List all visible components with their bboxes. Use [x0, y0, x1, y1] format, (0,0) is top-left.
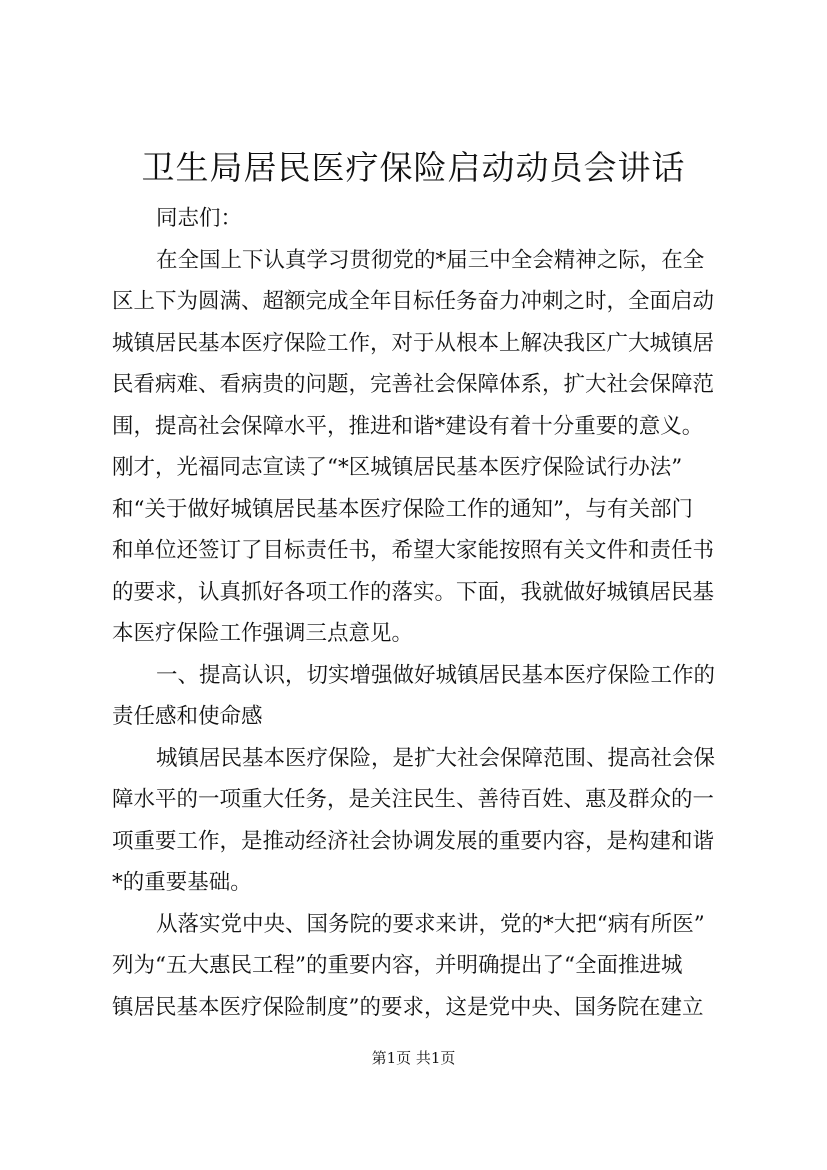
paragraph-salutation [112, 198, 724, 240]
text-line: 和单位还签订了目标责任书，希望大家能按照有关文件和责任书 [112, 538, 715, 563]
text-line: 城镇居民基本医疗保险，是扩大社会保障范围、提高社会保 [156, 745, 716, 771]
text-line: 责任感和使命感 [112, 704, 263, 729]
text-line: 本医疗保险工作强调三点意见。 [112, 621, 414, 646]
text-line: 和“关于做好城镇居民基本医疗保险工作的通知”，与有关部门 [112, 496, 693, 522]
page-number-footer: 第1页 共1页 [371, 1049, 456, 1067]
text-line: 民看病难、看病贵的问题，完善社会保障体系，扩大社会保障范 [112, 372, 715, 397]
text-line: 从落实党中央、国务院的要求来讲，党的*大把“病有所医” [156, 911, 705, 937]
paragraph-significance [112, 738, 724, 904]
text-line: 围，提高社会保障水平，推进和谐*建设有着十分重要的意义。 [112, 413, 704, 439]
text-line: 刚才，光福同志宣读了“*区城镇居民基本医疗保险试行办法” [112, 455, 683, 480]
text-line: 镇居民基本医疗保险制度”的要求，这是党中央、国务院在建立 [112, 994, 704, 1020]
paragraph-introduction [112, 240, 724, 655]
text-line: *的重要基础。 [112, 870, 252, 895]
text-line: 在全国上下认真学习贯彻党的*届三中全会精神之际，在全 [156, 247, 705, 273]
text-line: 项重要工作，是推动经济社会协调发展的重要内容，是构建和谐 [112, 828, 715, 854]
paragraph-central-requirements [112, 904, 724, 1029]
text-line: 一、提高认识，切实增强做好城镇居民基本医疗保险工作的 [156, 662, 716, 688]
text-line: 区上下为圆满、超额完成全年目标任务奋力冲刺之时，全面启动 [112, 289, 715, 314]
text-line: 列为“五大惠民工程”的重要内容，并明确提出了“全面推进城 [112, 953, 683, 978]
text-line: 障水平的一项重大任务，是关注民生、善待百姓、惠及群众的一 [112, 787, 715, 812]
text-line: 的要求，认真抓好各项工作的落实。下面，我就做好城镇居民基 [112, 579, 715, 605]
section-heading-1 [112, 655, 724, 738]
document-title: 卫生局居民医疗保险启动动员会讲话 [141, 148, 686, 187]
text-line: 城镇居民基本医疗保险工作，对于从根本上解决我区广大城镇居 [112, 330, 715, 356]
text-line: 同志们： [156, 206, 243, 231]
document-body [112, 198, 724, 1028]
